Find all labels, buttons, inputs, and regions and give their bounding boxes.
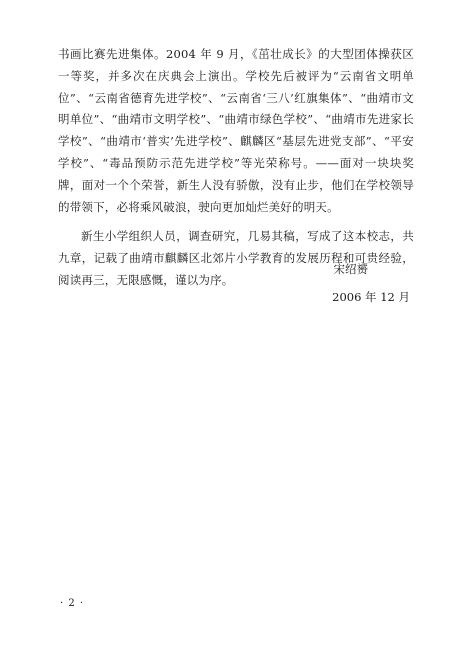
paragraph-gap: [58, 218, 414, 226]
page-number: · 2 ·: [60, 598, 85, 609]
signature-block: [290, 258, 410, 308]
paragraph-continued: 书画比赛先进集体。2004 年 9 月，《茁壮成长》的大型团体操获区一等奖，并多次在庆典会上演出。学校先后被评为“云南省文明单位”、“云南省德育先进学校”、“云南省‘三八’红旗集体”、“曲靖市文明单位”、“曲靖市文明学校”、“曲靖市绿色学校”、“曲靖市先进家长学校”、“曲靖市‘普实’先进学校”、麒麟区“基层先进党支部”、“平安学校”、“毒品预防示范先进学校”等光荣称号。——面对一块块奖牌，面对一个个荣誉，新生人没有骄傲，没有止步，他们在学校领导的带领下，必将乘风破浪，驶向更加灿烂美好的明天。: [58, 47, 414, 214]
author-name: 宋绍赟: [333, 262, 368, 276]
signature-date: 2006 年 12 月: [332, 290, 410, 304]
document-body: [58, 44, 414, 292]
paragraph-preface-closing: 新生小学组织人员，调查研究，几易其稿，写成了这本校志，共九章，记载了曲靖市麒麟区北郊片小学教育的发展历程和可贵经验，阅读再三，无限感慨，谨以为序。: [58, 229, 414, 287]
